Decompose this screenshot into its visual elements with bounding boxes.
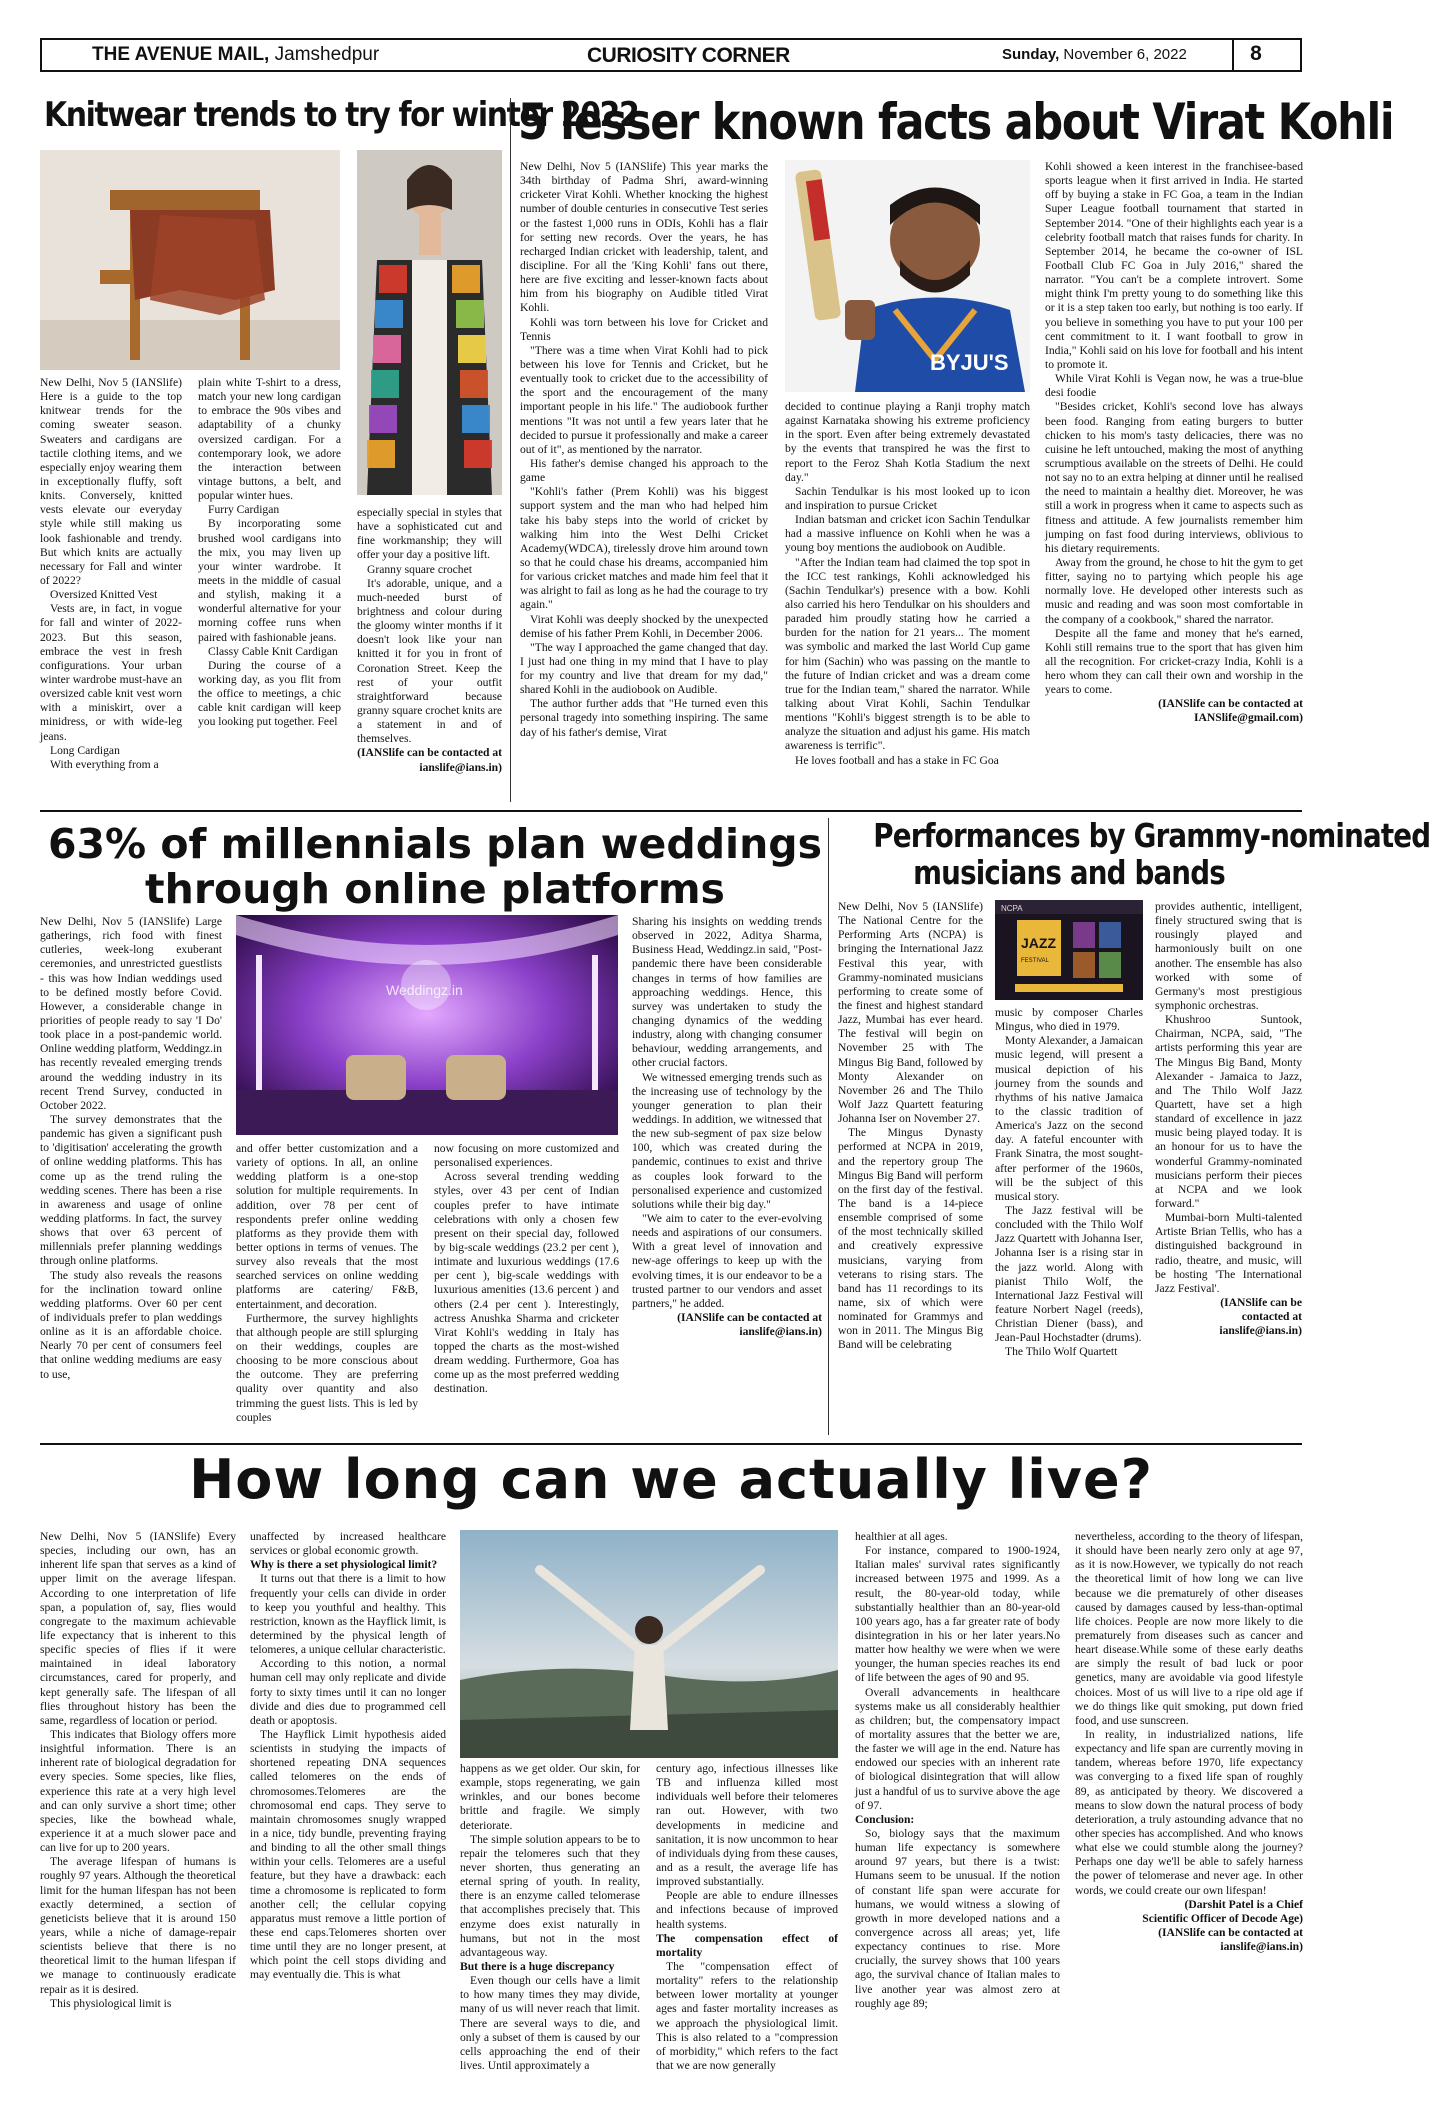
lifespan-col-5: healthier at all ages. For instance, compared to 1900-1924, Italian males' survival rates significantly increased between 1975 and 1999. As a result, the 80-year-old today, while substantially healthier than an 80-year-old 100 years ago, has a far greater rate of body disintegration in his or her later years.No matter how healthy we were when we were younger, the human species reaches its end of life between the ages of 90 and 95. Overall advancements in healthcare systems make us all considerably healthier as children; but, the compensatory impact of mortality assures that the better we are, the faster we will age in the end. Nature has endowed our species with an inherent rate of biological disintegration that will allow just a handful of us to survive above the age of 97. Conclusion: So, biology says that the maximum human life expectancy is somewhere around 97 years, but there is a twist: Humans seem to be unusual. If the notion of constant life span were accurate for humans, we would witness a slowing of growth in more developed nations and a convergence across all areas; yet, life expectancy continues to rise. More crucially, the survey shows that 100 years ago, the survival chance of Italian males to live another year was almost zero at roughly age 89; bbox=[855, 1530, 1060, 2010]
page-number: 8 bbox=[1232, 38, 1278, 72]
poster-festival-text: FESTIVAL bbox=[1021, 958, 1049, 964]
lifespan-col-6: nevertheless, according to the theory of lifespan, it should have been nearly zero only at age 97, as it is now.However, we typically do not reach the theoretical limit of how long we can live because we die prematurely of other diseases caused by damages caused by less-than-optimal life choices. People are now more likely to die prematurely from diseases such as cancer and heart disease.While some of these early deaths are simply the result of bad luck or poor genetics, many are avoidable via good lifestyle choices. Most of us will live to a ripe old age if we do things like quit smoking, put down fried food, and use sunscreen. In reality, in industrialized nations, life expectancy and life span are currently moving in tandem, whereas before 1970, life expectancy was converging to a fixed life span of roughly 89, as anticipated by theory. We discovered a means to slow down the natural process of body deterioration, a truly astounding advance that no other species has accomplished. And who knows what else we could stumble along the journey? Perhaps one day we'll be able to safely harness the power of telomerase and never age. In other words, we could create our own lifespan! (Darshit Patel is a Chief Scientific Officer of Decode Age) (IANSlife can be contacted at ianslife@ians.in) bbox=[1075, 1530, 1303, 1954]
kohli-headline: 5 lesser known facts about Virat Kohli bbox=[518, 93, 1394, 151]
weddings-col-2: and offer better customization and a variety of options. In all, an online wedding platform is a one-stop solution for multiple requirements. In addition, over 78 per cent of respondents prefer online wedding platforms as they provide them with better options in terms of venues. The survey also reveals that the most searched services on online wedding platforms are catering/ F&B, entertainment, and decoration. Furthermore, the survey highlights that although people are still splurging on their weddings, couples are choosing to be more conscious about the outcome. They are preferring quality over quantity and also trimming the guest lists. This is led by couples bbox=[236, 1142, 418, 1424]
lifespan-col-2: unaffected by increased healthcare services or global economic growth. Why is there a set physiological limit? It turns out that there is a limit to how frequently your cells can divide in order to keep you youthful and healthy. This restriction, known as the Hayflick limit, is determined by the physical length of telomeres, a unique cellular characteristic. According to this notion, a normal human cell may only replicate and divide forty to sixty times until it can no longer divide and dies due to programmed cell death or apoptosis. The Hayflick Limit hypothesis aided scientists in studying the impacts of shortened repeating DNA sequences called telomeres on the ends of chromosomes.Telomeres are the chromosomal end caps. They serve to maintain chromosomes snugly wrapped in a nice, tidy bundle, preventing fraying and binding to all the other small things within your cells. Telomeres are a useful feature, but they have a drawback: each time a chromosome is replicated to form another cell; the cellular copying apparatus must remove a little portion of these end caps.Telomeres shorten over time until they are no longer present, at which point the cell stops dividing and may eventually die. This is what bbox=[250, 1530, 446, 1982]
grammy-col-1: New Delhi, Nov 5 (IANSlife) The National Centre for the Performing Arts (NCPA) is bringing the International Jazz Festival this year, with Grammy-nominated musicians performing to create some of the finest and highest standard Jazz, Mumbai has ever heard. The festival will begin on November 25 with The Mingus Big Band, followed by Monty Alexander on November 26 and The Thilo Wolf Jazz Quartett featuring Johanna Iser on November 27. The Mingus Dynasty performed at NCPA in 2019, and the repertory group The Mingus Big Band will perform on the first day of the festival. The band is a 14-piece ensemble comprised of some of the most technically skilled and creatively expressive musicians, varying from veterans to rising stars. The band has 11 recordings to its name, six of which were nominated for Grammys and won in 2011. The Mingus Big Band will be celebrating bbox=[838, 900, 983, 1352]
knitwear-col-1: New Delhi, Nov 5 (IANSlife) Here is a guide to the top knitwear trends for the coming sweater season. Sweaters and cardigans are tactile clothing items, and we especially enjoy wearing them in exceptionally fluffy, soft knits. Conversely, knitted vests elevate our everyday style while still making us look fashionable and trendy. But which knits are actually necessary for Fall and winter of 2022? Oversized Knitted Vest Vests are, in fact, in vogue for fall and winter of 2022-2023. But this season, embrace the vest in fresh configurations. Your urban winter wardrobe must-have an oversized cable knit vest worn with a miniskirt, over a minidress, or with wide-leg jeans. Long Cardigan With everything from a bbox=[40, 376, 182, 771]
kohli-col-1: New Delhi, Nov 5 (IANSlife) This year marks the 34th birthday of Padma Shri, award-winning cricketer Virat Kohli. Whether knocking the highest number of double centuries in consecutive Test series or the fastest 1,000 runs in ODIs, Kohli has a flair for setting new records. Over the years, he has recharged Indian cricket with leadership, talent, and discipline. For all the 'King Kohli' fans out there, here are five exciting and lesser-known facts about him from his biography on Audible titled Virat Kohli. Kohli was torn between his love for Cricket and Tennis "There was a time when Virat Kohli had to pick between his love for Tennis and Cricket, but he eventually took to cricket due to the accessibility of the sport and the encouragement of the many important people in his life." The audiobook further mentions "It was not until a few years later that he decided to pursue it professionally and make a career out of it", as mentioned by the narrator. His father's demise changed his approach to the game "Kohli's father (Prem Kohli) was his biggest support system and the man who had helped him take his baby steps into the world of cricket by walking him into the West Delhi Cricket Academy(WDCA), tirelessly drove him around town so that he could chase his dreams, accompanied him for various cricket matches and made him feel that it was alright to fail as long as he had the courage to try again." Virat Kohli was deeply shocked by the unexpected demise of his father Prem Kohli, in December 2006. "The way I approached the game changed that day. I just had one thing in my mind that I have to play for my country and live that dream for my dad," shared Kohli in the audiobook on Audible. The author further adds that "He turned even this personal tragedy into something inspiring. The same day of his father's demise, Virat bbox=[520, 160, 768, 739]
knitwear-crochet-photo bbox=[357, 150, 502, 495]
kohli-col-2: decided to continue playing a Ranji trophy match against Karnataka showing his extreme proficiency in the sport. Even after being extremely devastated by the events that transpired he was the first to report to the Feroz Shah Kotla Stadium the next day." Sachin Tendulkar is his most looked up to icon and inspiration to pursue Cricket Indian batsman and cricket icon Sachin Tendulkar had a massive influence on Kohli when he was a young boy mentions the audiobook on Audible. "After the Indian team had claimed the top spot in the ICC test rankings, Kohli acknowledged his (Sachin Tendulkar's) presence with a bow. Kohli also carried his hero Tendulkar on his shoulders and paraded him proudly stating how he carried a burden for the nation for 21 years... The moment was symbolic and marked the last World Cup game for him (Sachin) who was passing on the mantle to the future of Indian cricket and was a dream come true for the Indian team," shared the narrator. While talking about Virat Kohli, Sachin Tendulkar mentions "Kohli's biggest strength is to be able to analyze the situation and adjust his game. His match awareness is terrific". He loves football and has a stake in FC Goa bbox=[785, 400, 1030, 767]
jazz-festival-poster bbox=[995, 900, 1143, 1000]
knitwear-headline: Knitwear trends to try for winter 2022 bbox=[44, 95, 639, 135]
lifespan-headline: How long can we actually live? bbox=[189, 1448, 1153, 1511]
weddings-col-1: New Delhi, Nov 5 (IANSlife) Large gatherings, rich food with finest cutleries, week-long exuberant ceremonies, and unrestricted guestlists - this was how Indian weddings used to be defined mostly before Covid. However, a considerable change in priorities of people ready to say 'I Do' took place in a post-pandemic world. Online wedding platform, Weddingz.in has recently revealed emerging trends around the wedding industry in its recent Trend Survey, conducted in October 2022. The survey demonstrates that the pandemic has given a significant push to 'digitisation' accelerating the growth of online wedding platforms. This has come up as the trend ruling the wedding scenes. There has been a rise in awareness and usage of online wedding platforms. In fact, the survey shows that over 63 percent of millennials prefer planning weddings through online platforms. The study also reveals the reasons for the inclination toward online wedding platforms. Over 60 per cent of individuals prefer to plan weddings online as it is an affordable choice. Nearly 70 per cent of consumers feel that online wedding mediums are easy to use, bbox=[40, 915, 222, 1381]
poster-ncpa-text: NCPA bbox=[1001, 904, 1023, 913]
lifespan-col-4: century ago, infectious illnesses like TB and influenza killed most individuals well before their telomeres ran out. However, with two developments in medicine and sanitation, it is now uncommon to hear of individuals dying from these causes, and as a result, the average life has improved substantially. People are able to endure illnesses and infections because of improved health systems. The compensation effect of mortality The "compensation effect of mortality" refers to the relationship between lower mortality at younger ages and faster mortality increases as we approach the physiological limit. This is also related to a "compression of morbidity," which refers to the fact that we are now generally bbox=[656, 1762, 838, 2072]
paper-name: THE AVENUE MAIL, Jamshedpur bbox=[92, 44, 380, 65]
masthead bbox=[40, 38, 1302, 72]
lifespan-col-1: New Delhi, Nov 5 (IANSlife) Every species, including our own, has an inherent life span that serves as a kind of upper limit on the average lifespan. According to one interpretation of life span, a population of, say, flies would congregate to the maximum achievable life expectancy that is inherent to this specific species of flies if it were maintained in ideal laboratory circumstances, cared for properly, and kept generally safe. The lifespan of all flies throughout history has been the same, regardless of location or period. This indicates that Biology offers more insightful information. There is an inherent rate of biological degradation for every species. Some species, like flies, experience this rate at a very high level and can only survive a short time; other species, like the bowhead whale, experience it at a much slower pace and can live for up to 200 years. The average lifespan of humans is roughly 97 years. Although the theoretical limit for the human lifespan has not been exactly determined, a section of geneticists believe that it is around 150 years, while a niche of damage-repair scientists believe that there is no theoretical limit to the human lifespan if we manage to continuously eradicate repair as it is desired. This physiological limit is bbox=[40, 1530, 236, 2010]
issue-date: Sunday, November 6, 2022 bbox=[1002, 46, 1187, 63]
grammy-col-2: music by composer Charles Mingus, who died in 1979. Monty Alexander, a Jamaican music legend, will present a musical depiction of his journey from the sounds and rhythms of his native Jamaica to the classic tradition of America's Jazz on the second day. A fateful encounter with Frank Sinatra, the most sought-after performer of the 1960s, will be the subject of this musical story. The Jazz festival will be concluded with the Thilo Wolf Jazz Quartett with Johanna Iser, Johanna Iser is a rising star in the jazz world. Along with pianist Thilo Wolf, the International Jazz Festival will feature Norbert Nagel (reeds), Christian Diener (bass), and Jean-Paul Hochstadter (drums). The Thilo Wolf Quartett bbox=[995, 1006, 1143, 1359]
knitwear-chair-photo bbox=[40, 150, 340, 370]
weddings-col-4: Sharing his insights on wedding trends observed in 2022, Aditya Sharma, Business Head, Weddingz.in said, "Post-pandemic there have been considerable changes in terms of how families are approaching weddings. Hence, this survey was undertaken to study the changing dynamics of the wedding industry, along with changing consumer behaviour, wedding arrangements, and other crucial factors. We witnessed emerging trends such as the increasing use of technology by the younger generation to plan their weddings. In addition, we witnessed that the new sub-segment of pax size below 100, which was created during the pandemic, continues to exist and thrive as couples look forward to the personalised experience and customized solutions while their big day." "We aim to cater to the ever-evolving needs and aspirations of our consumers. With a great level of innovation and new-age offerings to keep up with the evolving times, it is our endeavor to be a trusted partner to our vendors and asset partners," he added. (IANSlife can be contacted at ianslife@ians.in) bbox=[632, 915, 822, 1339]
knitwear-col-3: especially special in styles that have a sophisticated cut and fine workmanship; they will offer your day a positive lift. Granny square crochet It's adorable, unique, and a much-needed burst of brightness and colour during the gloomy winter months if it doesn't look like your nan knitted it for you in front of Coronation Street. Keep the rest of your outfit straightforward because granny square crochet knits are a statement in and of themselves. (IANSlife can be contacted at ianslife@ians.in) bbox=[357, 506, 502, 774]
grammy-headline: Performances by Grammy-nominated musicians and bands bbox=[873, 816, 1430, 892]
section-name: CURIOSITY CORNER bbox=[587, 44, 790, 67]
grammy-col-3: provides authentic, intelligent, finely structured swing that is rousingly played and harmoniously built on one another. The ensemble has also worked with some of Germany's most prestigious symphonic orchestras. Khushroo Suntook, Chairman, NCPA, said, "The artists performing this year are The Mingus Big Band, Monty Alexander - Jamaica to Jazz, and The Thilo Wolf Jazz Quartett, have set a high standard of excellence in jazz music being played today. It is an honour for us to have the wonderful Grammy-nominated musicians perform their pieces at NCPA and we look forward." Mumbai-born Multi-talented Artiste Brian Tellis, who has a distinguished background in radio, theatre, and music, will be hosting 'The International Jazz Festival'. (IANSlife can be contacted at ianslife@ians.in) bbox=[1155, 900, 1302, 1338]
knitwear-col-2: plain white T-shirt to a dress, match your new long cardigan to embrace the 90s vibes and adaptability of a chunky oversized cardigan. For a contemporary look, we adore the interaction between vintage buttons, a belt, and popular winter hues. Furry Cardigan By incorporating some brushed wool cardigans into the mix, you may liven up your winter wardrobe. It meets in the middle of casual and stylish, making it a wonderful alternative for your morning coffee runs when paired with fashionable jeans. Classy Cable Knit Cardigan During the course of a working day, as you flit from the office to meetings, a chic cable knit cardigan will keep you looking put together. Feel bbox=[198, 376, 341, 729]
lifespan-col-3: happens as we get older. Our skin, for example, stops regenerating, we gain wrinkles, and our bones become brittle and fragile. We simply deteriorate. The simple solution appears to be to repair the telomeres such that they never shorten, thus generating an eternal spring of youth. In reality, there is an enzyme called telomerase that accomplishes precisely that. This enzyme does exist naturally in humans, but not in the most advantageous way. But there is a huge discrepancy Even though our cells have a limit to how many times they may divide, many of us will never reach that limit. There are several ways to die, and only a subset of them is caused by our cells approaching the end of their lives. Until approximately a bbox=[460, 1762, 640, 2072]
lifespan-photo bbox=[460, 1530, 838, 1758]
wedding-photo-watermark: Weddingz.in bbox=[386, 982, 463, 998]
kohli-col-3: Kohli showed a keen interest in the franchisee-based sports league when it first arrived in India. He started off by buying a stake in FC Goa, a team in the Indian Super League football tournament that started in September 2014. "One of their highlights each year is a celebrity football match that raises funds for charity. In September 2014, he became the co-owner of ISL Football Club FC Goa in July 2016," shared the narrator. "You can't be a complete introvert. Some might think I'm pretty young to do something like this or it is a step taken too early, but nothing is too early. If you believe in something you have to put your 100 per cent commitment to it. I want football to grow in India," Kohli said on his love for football and his intent to promote it. While Virat Kohli is Vegan now, he was a true-blue desi foodie "Besides cricket, Kohli's second love has always been food. Ranging from eating burgers to butter chicken to his mom's tasty delicacies, there was no cuisine he left untouched, making the most of anything scrumptious available on the streets of Delhi. He could not say no to an extra helping at dinner until he realised the need to maintain a healthy diet. Moreover, he was still a work in progress when it came to aspects such as fitness and attitude. A few journalists remember him jumping on fast food during interviews, oblivious to his dietary requirements. Away from the ground, he chose to hit the gym to get fitter, saying no to partying which people his age normally love. He developed other interests such as music and reading and was soon most comfortable in the company of a cookbook," shared the narrator. Despite all the fame and money that he's earned, Kohli still remains true to the sport that has given him all the recognition. For cricket-crazy India, Kohli is a hero whom they can call their own and worship in the years to come. (IANSlife can be contacted at IANSlife@gmail.com) bbox=[1045, 160, 1303, 725]
weddings-col-3: now focusing on more customized and personalised experiences. Across several trending wedding styles, over 43 per cent of Indian couples prefer to have intimate celebrations with only a chosen few present on their special day, followed by big-scale weddings (23.2 per cent ), intimate and luxurious weddings (17.6 per cent ), big-scale weddings with luxurious amenities (13.6 percent ) and others (2.4 per cent ). Interestingly, actress Anushka Sharma and cricketer Virat Kohli's wedding in Italy has topped the charts as the most-wished dream wedding. Furthermore, Goa has come up as the most preferred wedding destination. bbox=[434, 1142, 619, 1396]
kohli-photo bbox=[785, 160, 1030, 392]
poster-jazz-text: JAZZ bbox=[1021, 935, 1056, 951]
svg-text:BYJU'S: BYJU'S bbox=[930, 350, 1009, 375]
wedding-stage-photo bbox=[236, 915, 618, 1135]
weddings-headline: 63% of millennials plan weddings through online platforms bbox=[47, 820, 823, 914]
